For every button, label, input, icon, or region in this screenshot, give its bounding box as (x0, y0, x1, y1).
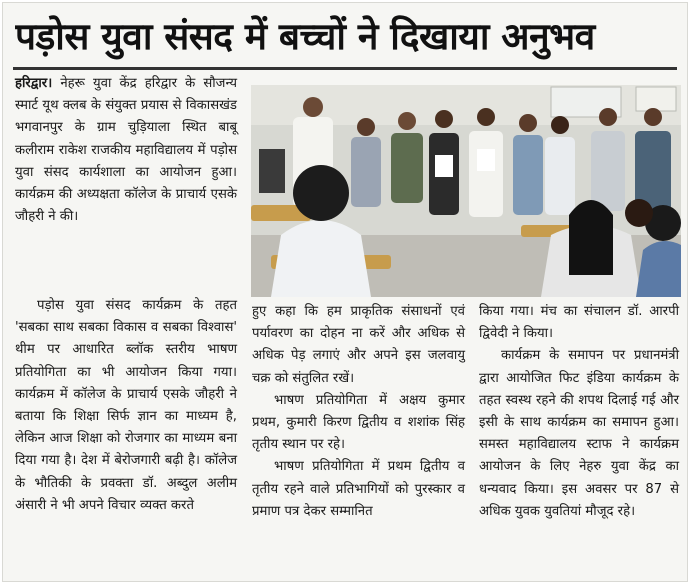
paragraph-intro (15, 73, 237, 228)
article-column-1-cont (15, 295, 237, 517)
newspaper-clipping (2, 2, 688, 582)
paragraph-theme: पड़ोस युवा संसद कार्यक्रम के तहत 'सबका साथ सबका विकास व सबका विश्वास' थीम पर आधारित ब्लॉक स्तरीय भाषण प्रतियोगिता का भी आयोजन किया गया। कार्यक्रम में कॉलेज के प्राचार्य एसके जौहरी ने बताया कि शिक्षा सिर्फ ज्ञान का माध्यम है, लेकिन आज शिक्षा को रोजगार का माध्यम बना दिया गया है। देश में बेरोजगारी बढ़ी है। कॉलेज के भौतिकी के प्रवक्ता डॉ. अब्दुल अलीम अंसारी ने भी अपने विचार व्यक्त करते (15, 298, 237, 513)
headline-rule (13, 67, 677, 70)
paragraph-anchor: किया गया। मंच का संचालन डॉ. आरपी द्विवेदी ने किया। (479, 304, 679, 342)
paragraph-winners: भाषण प्रतियोगिता में अक्षय कुमार प्रथम, कुमारी किरण द्वितीय व शशांक सिंह तृतीय स्थान पर रहे। (252, 392, 465, 453)
paragraph-awards: भाषण प्रतियोगिता में प्रथम द्वितीय व तृतीय रहने वाले प्रतिभागियों को पुरस्कार व प्रमाण पत्र देकर सम्मानित (252, 459, 465, 519)
paragraph-closing: कार्यक्रम के समापन पर प्रधानमंत्री द्वारा आयोजित फिट इंडिया कार्यक्रम के तहत स्वस्थ रहने की शपथ दिलाई गई और इसी के साथ कार्यक्रम का समापन हुआ। समस्त महाविद्यालय स्टाफ ने कार्यक्रम आयोजन के लिए नेहरु युवा केंद्र का धन्यवाद किया। इस अवसर पर 87 से अधिक युवक युवतियां मौजूद रहे। (479, 348, 679, 519)
article-column-2 (252, 301, 465, 523)
event-photo-illustration (251, 85, 681, 297)
dateline: हरिद्वार। (15, 76, 53, 91)
paragraph-environment: हुए कहा कि हम प्राकृतिक संसाधनों एवं पर्यावरण का दोहन ना करें और अधिक से अधिक पेड़ लगाएं और अपने इस जलवायु चक्र को संतुलित रखें। (252, 304, 465, 386)
article-column-3 (479, 301, 679, 523)
paragraph-intro-text: नेहरू युवा केंद्र हरिद्वार के सौजन्य स्मार्ट यूथ क्लब के संयुक्त प्रयास से विकासखंड भगवानपुर के ग्राम चुड़ियाला स्थित बाबू कलीराम राकेश राजकीय महाविद्यालय में पड़ोस युवा संसद कार्यशाला का आयोजन हुआ। कार्यक्रम की अध्यक्षता कॉलेज के प्राचार्य एसके जौहरी ने की। (15, 76, 237, 225)
article-column-1 (15, 73, 237, 228)
headline: पड़ोस युवा संसद में बच्चों ने दिखाया अनुभव (15, 15, 595, 58)
event-photo (251, 85, 681, 297)
